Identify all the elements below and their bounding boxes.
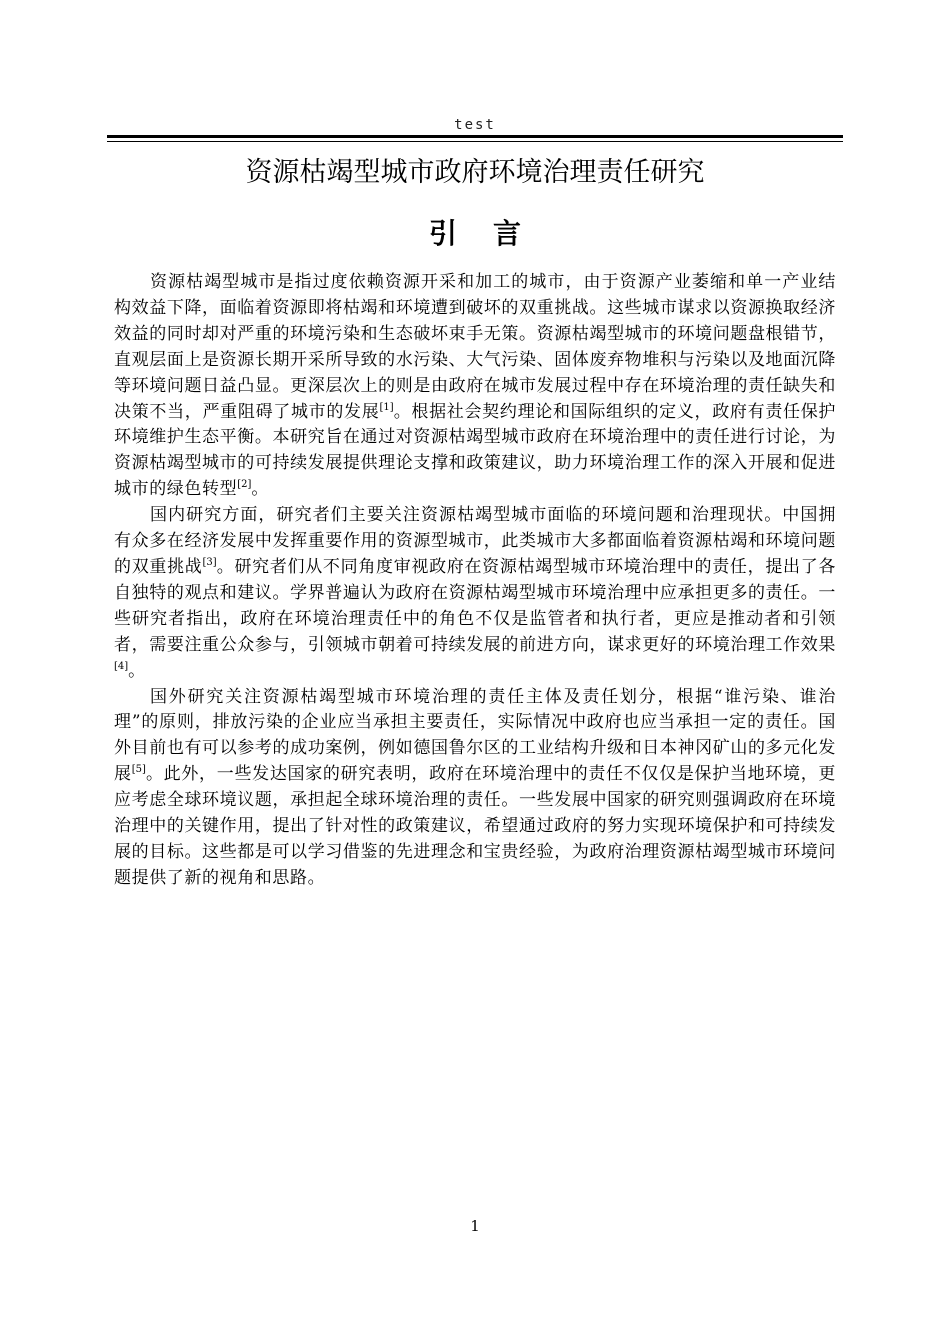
paragraph-2 <box>114 503 836 684</box>
header-rule-thick <box>107 135 843 138</box>
paragraph-3 <box>114 685 836 892</box>
paragraph-text: 资源枯竭型城市是指过度依赖资源开采和加工的城市，由于资源产业萎缩和单一产业结构效益下降，面临着资源即将枯竭和环境遭到破坏的双重挑战。这些城市谋求以资源换取经济效益的同时却对严重的环境污染和生态破坏束手无策。资源枯竭型城市的环境问题盘根错节，直观层面上是资源长期开采所导致的水污染、大气污染、固体废弃物堆积与污染以及地面沉降等环境问题日益凸显。更深层次上的则是由政府在城市发展过程中存在环境治理的责任缺失和决策不当，严重阻碍了城市的发展 <box>114 272 836 422</box>
paragraph-text: 。 <box>128 660 146 681</box>
paragraph-text: 。根据社会契约理论和国际组织的定义，政府有责任保护环境维护生态平衡。本研究旨在通过对资源枯竭型城市政府在环境治理中的责任进行讨论，为资源枯竭型城市的可持续发展提供理论支撑和政策建议，助力环境治理工作的深入开展和促进城市的绿色转型 <box>114 401 837 500</box>
paragraph-text: 。 <box>251 479 269 500</box>
citation[interactable]: [4] <box>114 660 129 672</box>
citation[interactable]: [1] <box>379 401 394 413</box>
citation[interactable]: [3] <box>202 556 217 568</box>
body-text <box>114 270 836 892</box>
paragraph-text: 。此外，一些发达国家的研究表明，政府在环境治理中的责任不仅仅是保护当地环境，更应考虑全球环境议题，承担起全球环境治理的责任。一些发展中国家的研究则强调政府在环境治理中的关键作用，提出了针对性的政策建议，希望通过政府的努力实现环境保护和可持续发展的目标。这些都是可以学习借鉴的先进理念和宝贵经验，为政府治理资源枯竭型城市环境问题提供了新的视角和思路。 <box>114 764 836 888</box>
citation[interactable]: [5] <box>131 764 146 776</box>
document-title: 资源枯竭型城市政府环境治理责任研究 <box>245 157 705 188</box>
paragraph-text: 国内研究方面，研究者们主要关注资源枯竭型城市面临的环境问题和治理现状。中国拥有众多在经济发展中发挥重要作用的资源型城市，此类城市大多都面临着资源枯竭和环境问题的双重挑战 <box>114 505 836 577</box>
paragraph-text: 。研究者们从不同角度审视政府在资源枯竭型城市环境治理中的责任，提出了各自独特的观点和建议。学界普遍认为政府在资源枯竭型城市环境治理中应承担更多的责任。一些研究者指出，政府在环境治理责任中的角色不仅是监管者和执行者，更应是推动者和引领者，需要注重公众参与，引领城市朝着可持续发展的前进方向，谋求更好的环境治理工作效果 <box>114 556 837 655</box>
paragraph-text: 国外研究关注资源枯竭型城市环境治理的责任主体及责任划分，根据“谁污染、谁治理”的原则，排放污染的企业应当承担主要责任，实际情况中政府也应当承担一定的责任。国外目前也有可以参考的成功案例，例如德国鲁尔区的工业结构升级和日本神冈矿山的多元化发展 <box>114 686 836 785</box>
citation[interactable]: [2] <box>237 479 252 491</box>
header-rule-thin <box>107 141 843 142</box>
page-number: 1 <box>470 1217 480 1235</box>
running-header: test <box>454 117 496 133</box>
paragraph-1 <box>114 270 836 503</box>
section-heading: 引言 <box>428 217 557 250</box>
